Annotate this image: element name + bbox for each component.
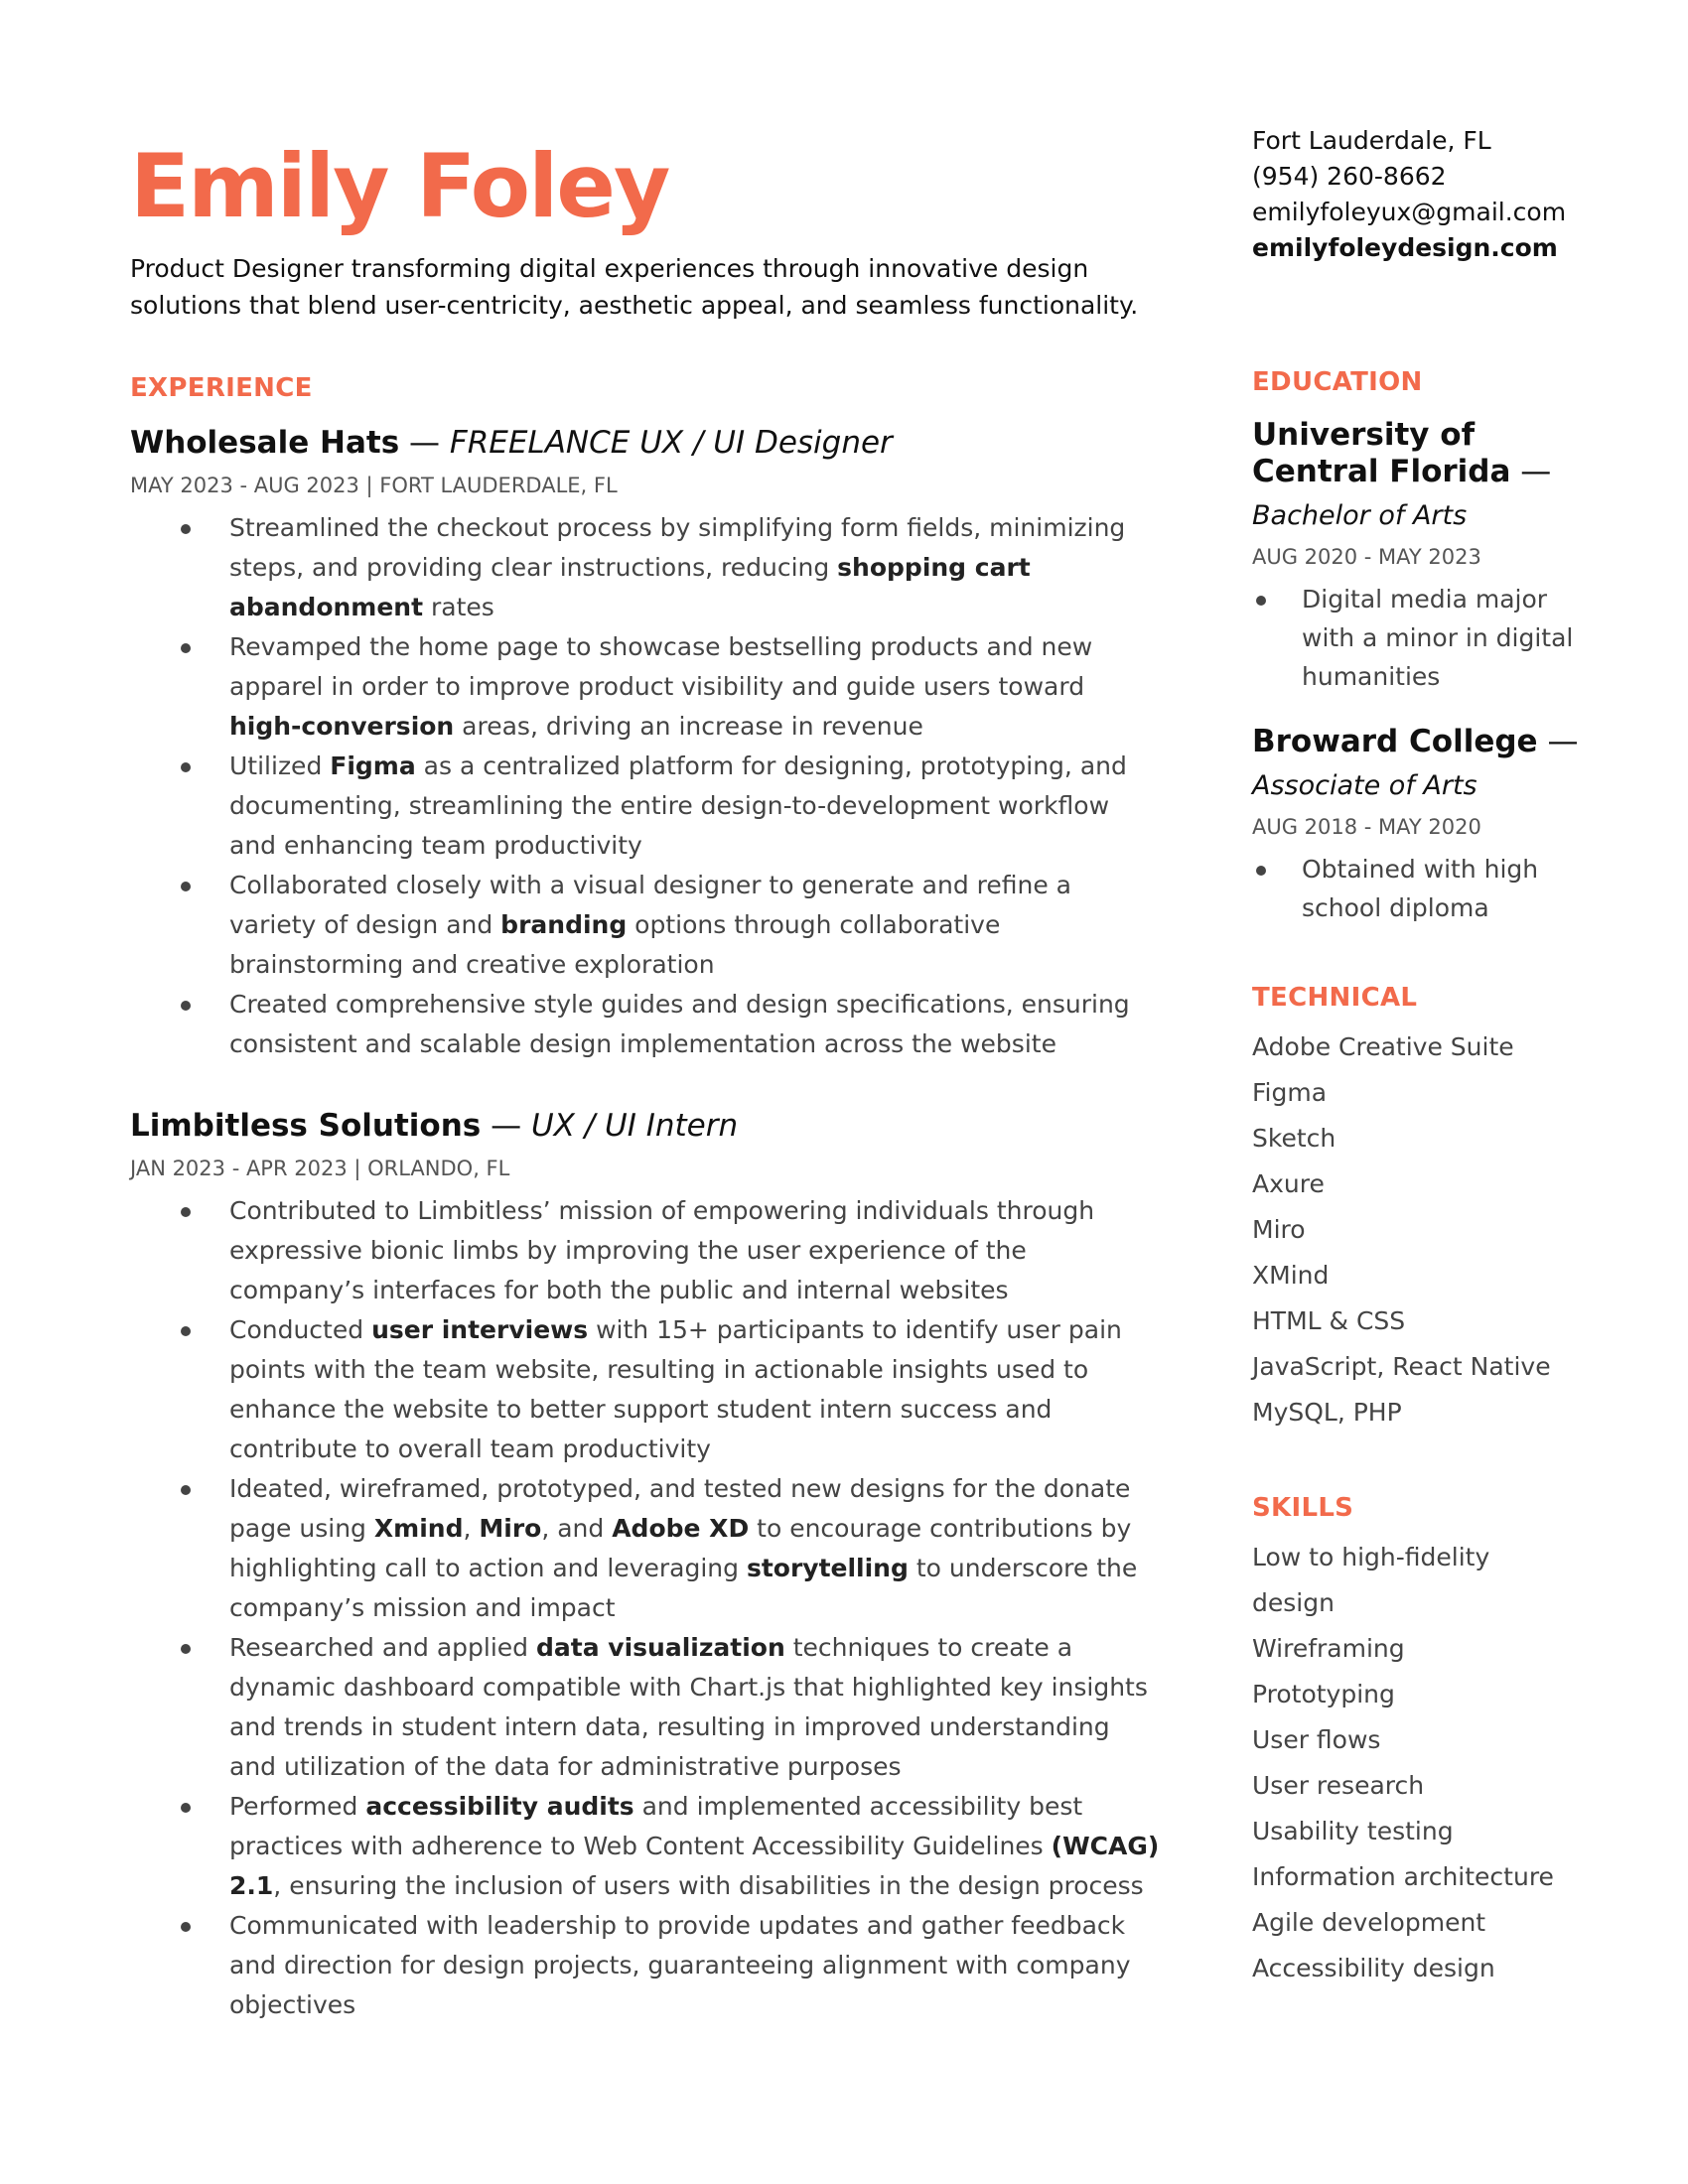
skills-title: SKILLS (1252, 1493, 1354, 1523)
job-title (130, 1106, 1163, 1146)
bold-keyword: branding (500, 910, 628, 939)
bold-keyword: shopping cart abandonment (229, 553, 1031, 621)
technical-item: Miro (1252, 1215, 1306, 1244)
bold-keyword: high-conversion (229, 712, 455, 741)
company-name: Wholesale Hats (130, 425, 400, 461)
school-bullets (1252, 580, 1580, 696)
skill-item: User research (1252, 1771, 1425, 1800)
school-bullet: Digital media major with a minor in digital humanities (1252, 580, 1580, 696)
side-column (1252, 123, 1580, 1991)
text-segment: Created comprehensive style guides and design specifications, ensuring consistent and scalable design implementation across the website (229, 990, 1130, 1058)
bullet-item (130, 627, 1163, 747)
job-entry (130, 423, 1163, 1064)
bold-keyword: Figma (330, 751, 416, 780)
bullet-item (130, 508, 1163, 627)
text-segment: Communicated with leadership to provide updates and gather feedback and direction for design projects, guaranteeing alignment with company objectives (229, 1911, 1131, 2019)
schools-list (1252, 417, 1580, 927)
name-heading: Emily Foley (130, 135, 669, 237)
bold-keyword: Adobe XD (612, 1514, 750, 1543)
school-bullet: Obtained with high school diploma (1252, 850, 1580, 927)
contact-block (1252, 123, 1580, 266)
skill-item: Accessibility design (1252, 1954, 1495, 1982)
skill-item: Wireframing (1252, 1634, 1405, 1663)
job-title (130, 423, 1163, 463)
text-segment: Contributed to Limbitless’ mission of empowering individuals through expressive bionic limbs by improving the user experience of the company’s interfaces for both the public and internal websites (229, 1196, 1095, 1304)
bullet-item (130, 1310, 1163, 1469)
experience-section (130, 373, 1163, 2025)
bold-keyword: data visualization (536, 1633, 785, 1662)
skill-item: User flows (1252, 1725, 1381, 1754)
text-segment: Conducted (229, 1315, 372, 1344)
skill-item: Information architecture (1252, 1862, 1554, 1891)
company-name: Limbitless Solutions (130, 1108, 482, 1144)
school-dash: — (1510, 454, 1552, 489)
technical-item: HTML & CSS (1252, 1306, 1406, 1335)
text-segment: , ensuring the inclusion of users with disabilities in the design process (273, 1871, 1144, 1900)
tagline: Product Designer transforming digital experiences through innovative design solutions that blend user-centricity, aesthetic appeal, and seamless functionality. (130, 254, 1139, 320)
job-bullets (130, 508, 1163, 1064)
title-dash: — (481, 1108, 531, 1144)
school-entry (1252, 417, 1580, 696)
text-segment: Streamlined the checkout process by simplifying form fields, minimizing steps, and providing clear instructions, reducing (229, 513, 1126, 582)
text-segment: Researched and applied (229, 1633, 536, 1662)
bold-keyword: accessibility audits (365, 1792, 634, 1821)
job-bullets (130, 1191, 1163, 2025)
text-segment: , (463, 1514, 480, 1543)
bullet-item (130, 1628, 1163, 1787)
school-name-text: University of Central Florida (1252, 417, 1511, 489)
job-meta: MAY 2023 - AUG 2023 | FORT LAUDERDALE, FL (130, 474, 618, 497)
experience-title: EXPERIENCE (130, 373, 313, 403)
text-segment: to underscore the company’s mission and impact (229, 1554, 1138, 1622)
school-dates: AUG 2020 - MAY 2023 (1252, 545, 1481, 569)
technical-item: JavaScript, React Native (1252, 1352, 1551, 1381)
degree: Bachelor of Arts (1252, 500, 1468, 531)
technical-item: MySQL, PHP (1252, 1398, 1402, 1427)
text-segment: techniques to create a dynamic dashboard compatible with Chart.js that highlighted key insights and trends in student intern data, resulting in improved understanding and utilization of the data for administrative purposes (229, 1633, 1148, 1781)
school-dash: — (1537, 724, 1579, 759)
bullet-item (130, 1191, 1163, 1310)
contact-phone: (954) 260-8662 (1252, 162, 1447, 191)
school-name-text: Broward College (1252, 724, 1538, 759)
bullet-item (130, 1469, 1163, 1628)
job-role: FREELANCE UX / UI Designer (449, 425, 893, 461)
school-name (1252, 417, 1580, 490)
text-segment: Ideated, wireframed, prototyped, and tested new designs for the donate page using (229, 1474, 1131, 1543)
skill-item: Agile development (1252, 1908, 1486, 1937)
school-name (1252, 724, 1580, 760)
bullet-item (130, 747, 1163, 866)
job-meta: JAN 2023 - APR 2023 | ORLANDO, FL (130, 1157, 510, 1180)
bullet-item (130, 866, 1163, 985)
degree: Associate of Arts (1252, 770, 1477, 801)
text-segment: as a centralized platform for designing, prototyping, and documenting, streamlining the entire design-to-development workflow and enhancing team productivity (229, 751, 1127, 860)
text-segment: rates (423, 593, 494, 621)
text-segment: , and (541, 1514, 613, 1543)
technical-item: Axure (1252, 1169, 1325, 1198)
technical-item: Sketch (1252, 1124, 1336, 1153)
text-segment: areas, driving an increase in revenue (454, 712, 923, 741)
bold-keyword: Xmind (373, 1514, 464, 1543)
bold-keyword: storytelling (746, 1554, 909, 1582)
technical-section (1252, 983, 1580, 1435)
bold-keyword: (WCAG) 2.1 (229, 1832, 1160, 1900)
contact-email[interactable]: emilyfoleyux@gmail.com (1252, 198, 1567, 226)
skill-item: Prototyping (1252, 1680, 1395, 1708)
text-segment: Collaborated closely with a visual designer to generate and refine a variety of design and (229, 871, 1071, 939)
text-segment: and implemented accessibility best practices with adherence to Web Content Accessibility Guidelines (229, 1792, 1083, 1860)
technical-item: Adobe Creative Suite (1252, 1032, 1514, 1061)
school-bullets (1252, 850, 1580, 927)
contact-location: Fort Lauderdale, FL (1252, 126, 1491, 155)
school-entry (1252, 724, 1580, 927)
text-segment: Utilized (229, 751, 331, 780)
job-role: UX / UI Intern (530, 1108, 739, 1144)
text-segment: to encourage contributions by highlighting call to action and leveraging (229, 1514, 1132, 1582)
bullet-item (130, 985, 1163, 1064)
title-dash: — (399, 425, 450, 461)
text-segment: Performed (229, 1792, 366, 1821)
bullet-item (130, 1787, 1163, 1906)
education-section (1252, 367, 1580, 927)
bold-keyword: Miro (479, 1514, 542, 1543)
bold-keyword: user interviews (371, 1315, 589, 1344)
school-dates: AUG 2018 - MAY 2020 (1252, 815, 1481, 839)
bullet-item (130, 1906, 1163, 2025)
education-title: EDUCATION (1252, 367, 1423, 397)
technical-item: Figma (1252, 1078, 1328, 1107)
skills-section (1252, 1493, 1580, 1991)
job-entry (130, 1106, 1163, 2025)
technical-list (1252, 1024, 1580, 1435)
jobs-list (130, 423, 1163, 2025)
skills-list (1252, 1535, 1580, 1991)
text-segment: options through collaborative brainstorming and creative exploration (229, 910, 1001, 979)
technical-title: TECHNICAL (1252, 983, 1418, 1013)
technical-item: XMind (1252, 1261, 1330, 1290)
skill-item: Usability testing (1252, 1817, 1454, 1845)
text-segment: with 15+ participants to identify user pain points with the team website, resulting in actionable insights used to enhance the website to better support student intern success and contribute to overall team productivity (229, 1315, 1122, 1463)
skill-item: Low to high-fidelity design (1252, 1543, 1490, 1617)
main-column (130, 123, 1163, 2025)
text-segment: Revamped the home page to showcase bestselling products and new apparel in order to improve product visibility and guide users toward (229, 632, 1093, 701)
contact-website[interactable]: emilyfoleydesign.com (1252, 233, 1558, 262)
